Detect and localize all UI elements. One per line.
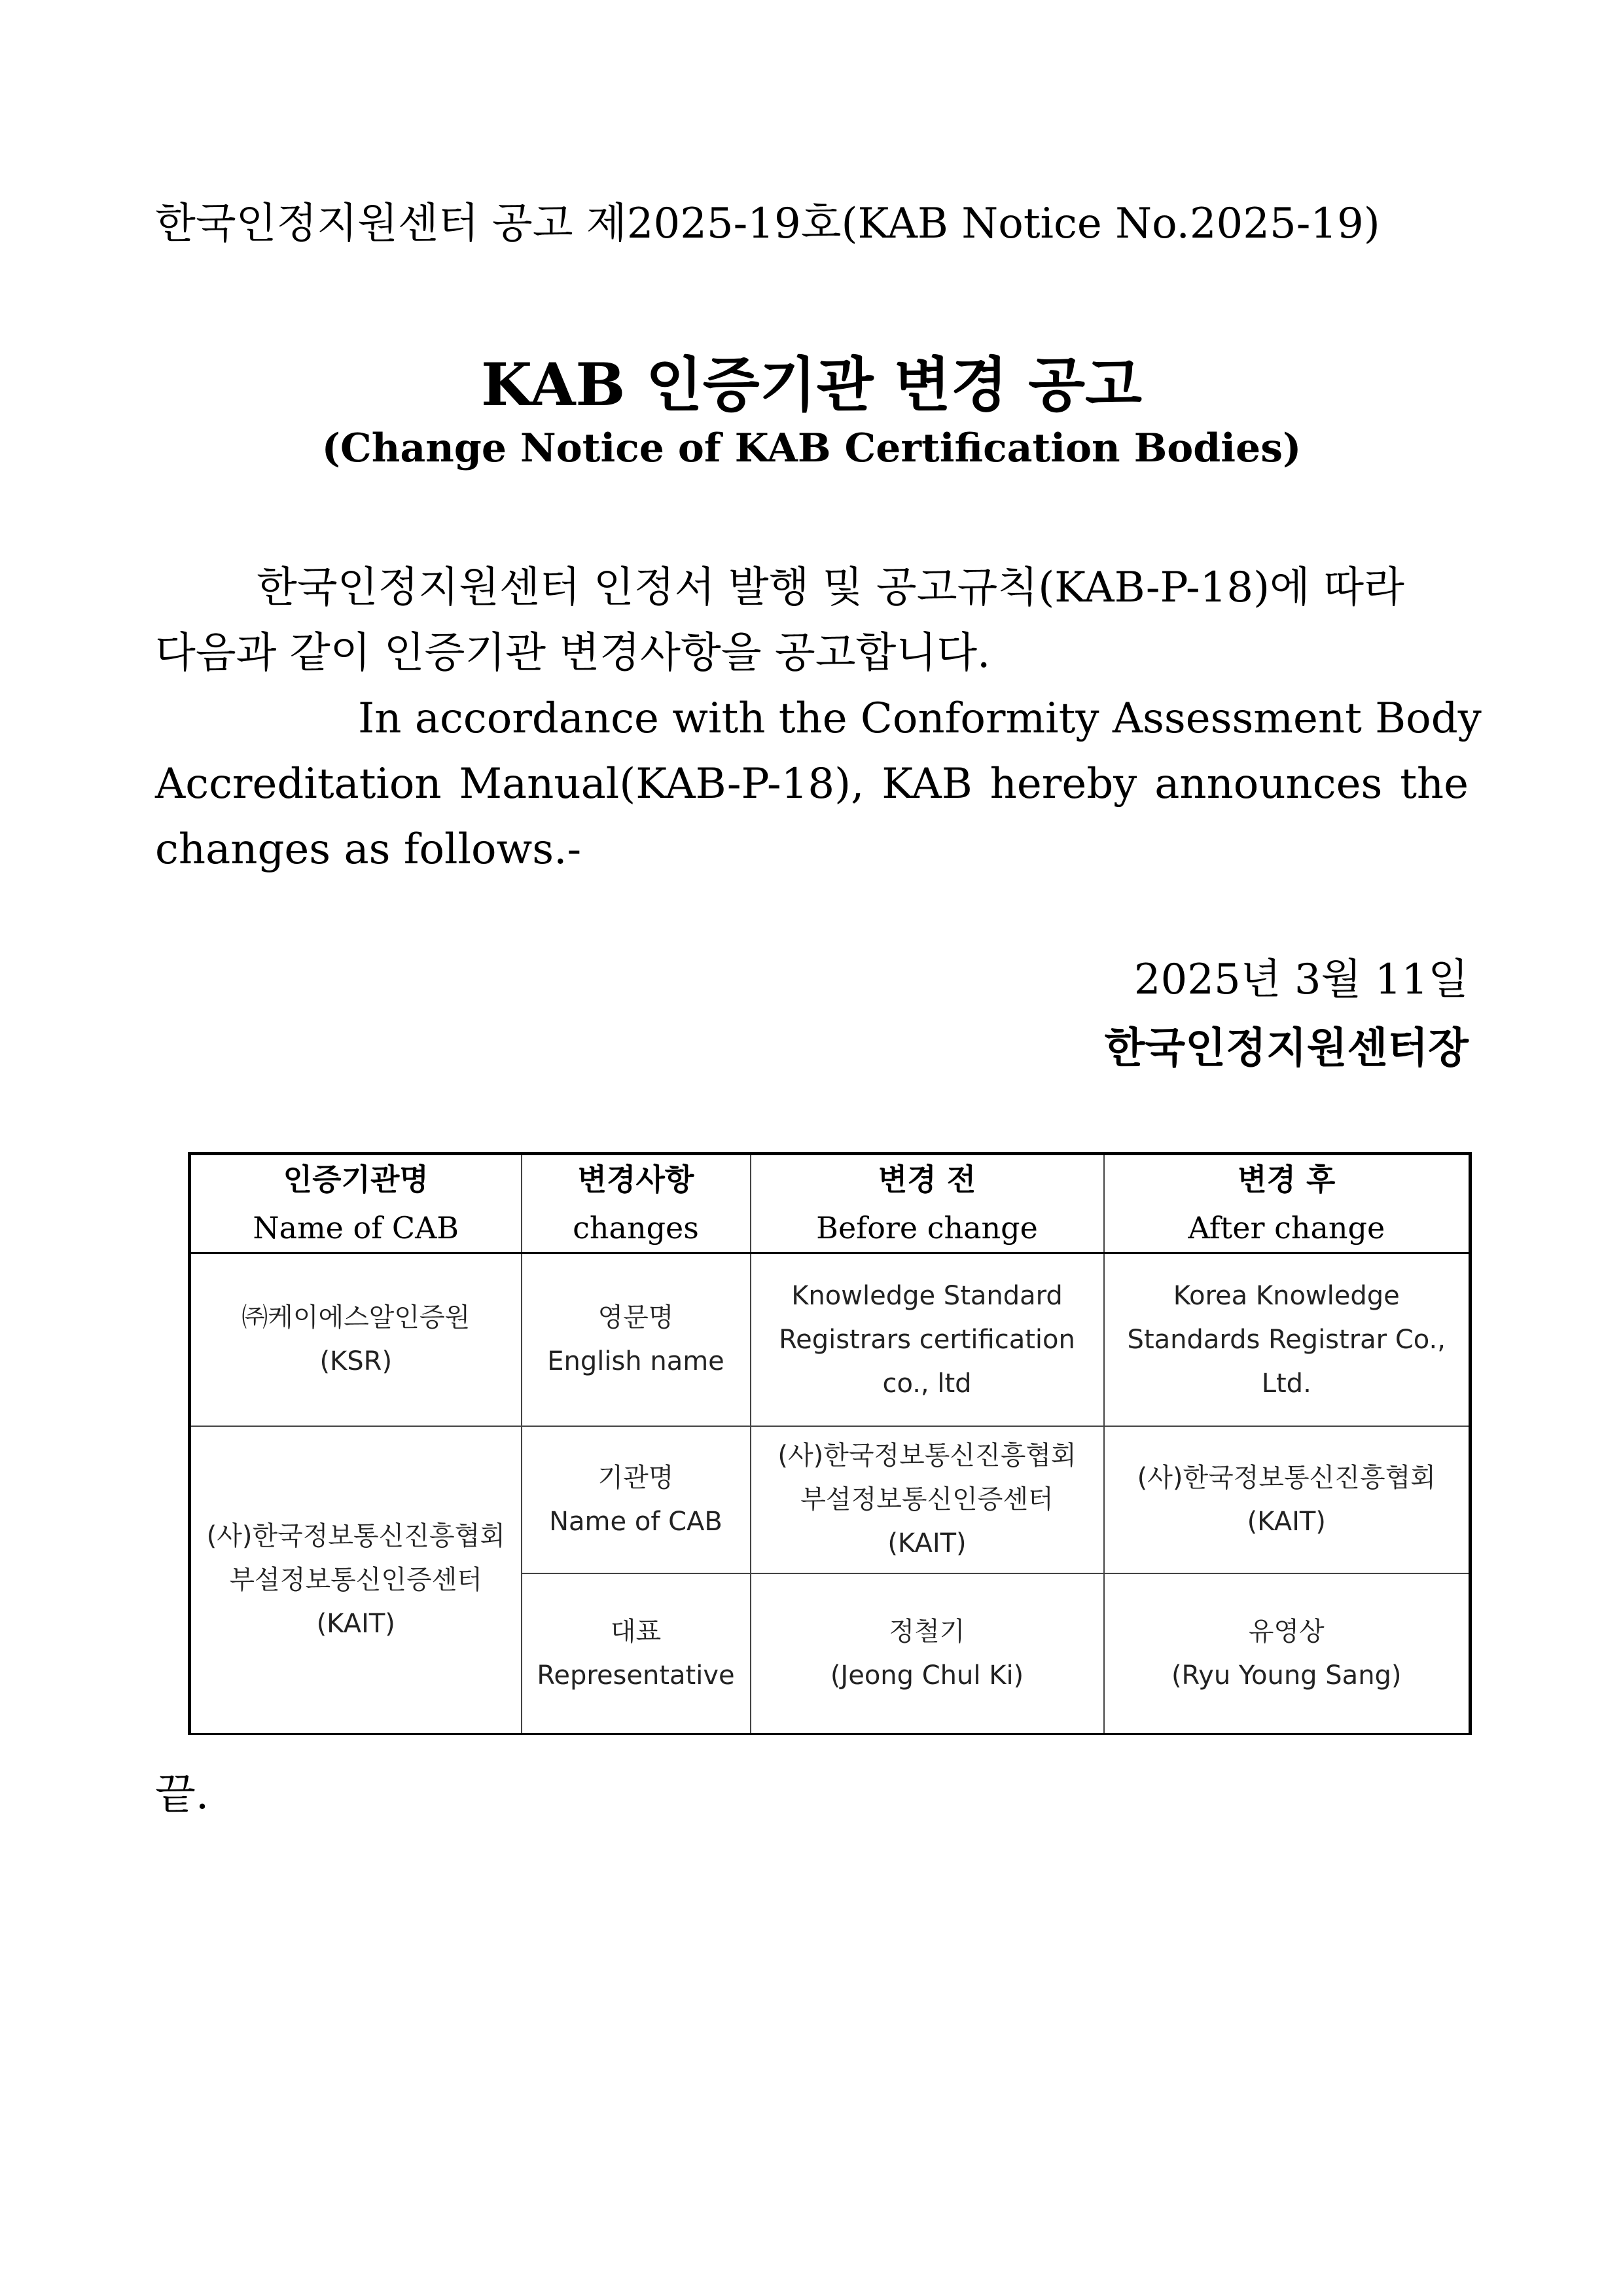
body-english-line-2 [155, 751, 1469, 817]
changes-table [188, 1152, 1472, 1735]
cell-line: Standards Registrar Co., [1127, 1324, 1446, 1355]
cell-line: (Ryu Young Sang) [1171, 1660, 1402, 1691]
cell-line: (사)한국정보통신진흥협회 [777, 1441, 1077, 1471]
cell-after [1104, 1253, 1471, 1427]
cell-before [751, 1426, 1104, 1573]
cell-after [1104, 1426, 1471, 1573]
header-cab-name [190, 1154, 522, 1253]
body-english-text-2: Accreditation Manual(KAB-P-18), KAB hereby announces the [155, 760, 1469, 808]
cell-line: Representative [537, 1660, 735, 1691]
cell-before [751, 1573, 1104, 1734]
cell-line: Knowledge Standard [791, 1280, 1063, 1311]
cell-change [522, 1426, 751, 1573]
cell-line: Name of CAB [549, 1506, 722, 1537]
body-korean-line-1: 한국인정지원센터 인정서 발행 및 공고규칙(KAB-P-18)에 따라 [257, 564, 1404, 612]
cell-line: (KAIT) [887, 1528, 967, 1558]
cell-line: English name [547, 1346, 724, 1376]
cell-line: 유영상 [1248, 1616, 1325, 1647]
cell-line: (사)한국정보통신진흥협회 [206, 1520, 505, 1551]
header-ko: 변경 전 [878, 1162, 976, 1197]
header-changes [522, 1154, 751, 1253]
end-mark: 끝. [155, 1770, 209, 1819]
cell-line: 정철기 [889, 1616, 965, 1647]
notice-signer: 한국인정지원센터장 [1104, 1024, 1469, 1073]
cell-line: ㈜케이에스알인증원 [241, 1302, 471, 1333]
body-english-line-3: changes as follows.- [155, 825, 582, 874]
cell-line: (KSR) [319, 1346, 393, 1376]
cell-after [1104, 1573, 1471, 1734]
cell-line: 부설정보통신인증센터 [229, 1564, 482, 1595]
notice-date: 2025년 3월 11일 [1133, 956, 1469, 1004]
table-header-row [190, 1154, 1471, 1253]
cell-line: Registrars certification [779, 1324, 1075, 1355]
cell-before [751, 1253, 1104, 1427]
cell-line: Ltd. [1261, 1368, 1311, 1399]
body-english-line-1 [155, 686, 1482, 751]
header-ko: 변경 후 [1238, 1162, 1336, 1197]
table-row [190, 1426, 1471, 1573]
cell-line: (KAIT) [1247, 1506, 1326, 1537]
page-title: KAB 인증기관 변경 공고 [481, 350, 1142, 420]
header-en: changes [573, 1210, 699, 1246]
header-before [751, 1154, 1104, 1253]
table-row [190, 1253, 1471, 1427]
cell-line: 대표 [610, 1616, 662, 1647]
cell-cab-name [190, 1426, 522, 1734]
header-en: Name of CAB [253, 1210, 459, 1246]
header-ko: 변경사항 [577, 1162, 694, 1197]
notice-body [155, 555, 1482, 882]
cell-line: (사)한국정보통신진흥협회 [1137, 1462, 1436, 1493]
cell-change [522, 1573, 751, 1734]
page-subtitle: (Change Notice of KAB Certification Bodies) [321, 425, 1302, 471]
cell-line: co., ltd [882, 1368, 972, 1399]
cell-line: 기관명 [597, 1462, 674, 1493]
cell-line: (KAIT) [316, 1608, 395, 1639]
header-en: Before change [816, 1210, 1038, 1246]
header-after [1104, 1154, 1471, 1253]
cell-line: 영문명 [597, 1302, 674, 1333]
cell-line: Korea Knowledge [1173, 1280, 1400, 1311]
cell-cab-name [190, 1253, 522, 1427]
notice-number: 한국인정지원센터 공고 제2025-19호(KAB Notice No.2025-19) [155, 200, 1380, 248]
header-ko: 인증기관명 [283, 1162, 429, 1197]
cell-change [522, 1253, 751, 1427]
cell-line: (Jeong Chul Ki) [830, 1660, 1024, 1691]
cell-line: 부설정보통신인증센터 [800, 1484, 1054, 1515]
header-en: After change [1188, 1210, 1385, 1246]
body-english-text-1: In accordance with the Conformity Assessment Body [358, 694, 1482, 743]
body-korean-line-2: 다음과 같이 인증기관 변경사항을 공고합니다. [155, 629, 991, 677]
